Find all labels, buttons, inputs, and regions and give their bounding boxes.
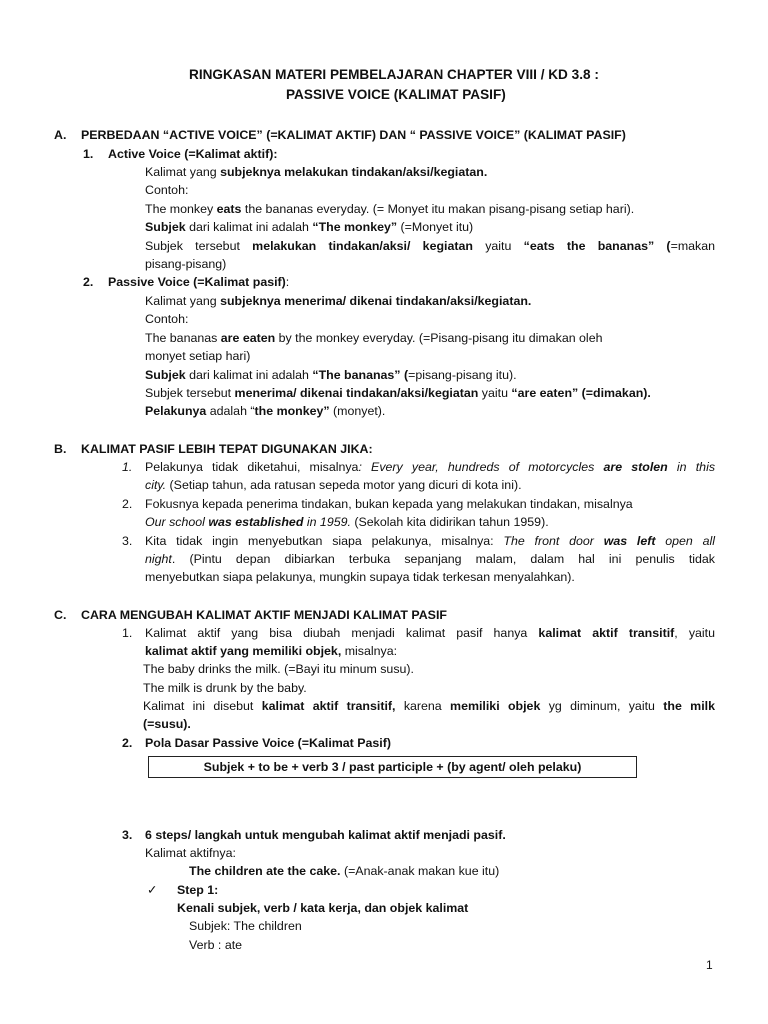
a2-line6: Subjek tersebut menerima/ dikenai tindakan/aksi/kegiatan yaitu “are eaten” (=dimakan). [145, 386, 651, 400]
b2-line1: Fokusnya kepada penerima tindakan, bukan kepada yang melakukan tindakan, misalnya [145, 497, 633, 511]
a2-line5: Subjek dari kalimat ini adalah “The bananas” (=pisang-pisang itu). [145, 368, 517, 382]
c3-line2: The children ate the cake. (=Anak-anak makan kue itu) [189, 864, 500, 878]
document-title-line1: RINGKASAN MATERI PEMBELAJARAN CHAPTER VIII / KD 3.8 : [189, 67, 599, 82]
c2-heading: Pola Dasar Passive Voice (=Kalimat Pasif) [145, 736, 391, 750]
section-a-item2-heading: Passive Voice (=Kalimat pasif): [108, 275, 290, 289]
section-a-item1-heading: Active Voice (=Kalimat aktif): [108, 147, 278, 161]
passive-voice-formula-box [148, 756, 637, 778]
a1-line4: Subjek dari kalimat ini adalah “The monkey” (=Monyet itu) [145, 220, 474, 234]
formula-text: Subjek + to be + verb 3 / past participle + (by agent/ oleh pelaku) [203, 760, 582, 774]
c1-line3: The baby drinks the milk. (=Bayi itu minum susu). [143, 662, 414, 676]
a2-line7: Pelakunya adalah “the monkey” (monyet). [145, 404, 386, 418]
a2-line2: Contoh: [145, 312, 189, 326]
b3-line2: night. (Pintu depan dibiarkan terbuka sepanjang malam, dalam hal ini penulis tidak [145, 552, 715, 566]
section-c-heading: CARA MENGUBAH KALIMAT AKTIF MENJADI KALIMAT PASIF [81, 608, 447, 622]
section-a-heading: PERBEDAAN “ACTIVE VOICE” (=KALIMAT AKTIF) DAN “ PASSIVE VOICE” (KALIMAT PASIF) [81, 128, 626, 142]
a1-line1: Kalimat yang subjeknya melakukan tindakan/aksi/kegiatan. [145, 165, 488, 179]
c3-step1: ✓ Step 1: [147, 883, 219, 897]
a1-line3: The monkey eats the bananas everyday. (= Monyet itu makan pisang-pisang setiap hari). [145, 202, 635, 216]
c3-heading: 6 steps/ langkah untuk mengubah kalimat aktif menjadi pasif. [145, 828, 506, 842]
b3-num: 3. [122, 534, 133, 548]
a2-line1: Kalimat yang subjeknya menerima/ dikenai tindakan/aksi/kegiatan. [145, 294, 532, 308]
c3-num: 3. [122, 828, 133, 842]
c1-line6: (=susu). [143, 717, 191, 731]
section-a-marker: A. [54, 128, 67, 142]
a2-line4: monyet setiap hari) [145, 349, 251, 363]
section-a-item1-num: 1. [83, 147, 94, 161]
section-c-marker: C. [54, 608, 67, 622]
c1-line5: Kalimat ini disebut kalimat aktif transitif, karena memiliki objek yg diminum, yaitu the milk [143, 699, 715, 713]
b2-line2: Our school was established in 1959. (Sekolah kita didirikan tahun 1959). [145, 515, 549, 529]
page-number: 1 [706, 958, 713, 972]
section-a-item2-num: 2. [83, 275, 94, 289]
document-title-line2: PASSIVE VOICE (KALIMAT PASIF) [286, 87, 506, 102]
c3-subject: Subjek: The children [189, 919, 302, 933]
c3-step1-desc: Kenali subjek, verb / kata kerja, dan objek kalimat [177, 901, 469, 915]
c2-num: 2. [122, 736, 133, 750]
c1-line2: kalimat aktif yang memiliki objek, misalnya: [145, 644, 398, 658]
c1-line1: Kalimat aktif yang bisa diubah menjadi kalimat pasif hanya kalimat aktif transitif, yaitu [145, 626, 715, 640]
section-b-marker: B. [54, 442, 67, 456]
c1-num: 1. [122, 626, 133, 640]
b1-line1: Pelakunya tidak diketahui, misalnya: Every year, hundreds of motorcycles are stolen in this [145, 460, 716, 474]
c3-verb: Verb : ate [189, 938, 243, 952]
c3-line1: Kalimat aktifnya: [145, 846, 236, 860]
check-icon: ✓ [147, 883, 158, 897]
b3-line3: menyebutkan siapa pelakunya, mungkin supaya tidak terkesan menyalahkan). [145, 570, 575, 584]
b2-num: 2. [122, 497, 133, 511]
b1-num: 1. [122, 460, 133, 474]
b3-line1: Kita tidak ingin menyebutkan siapa pelakunya, misalnya: The front door was left open all [145, 534, 715, 548]
b1-line2: city. (Setiap tahun, ada ratusan sepeda motor yang dicuri di kota ini). [145, 478, 522, 492]
section-b-heading: KALIMAT PASIF LEBIH TEPAT DIGUNAKAN JIKA: [81, 442, 373, 456]
a1-line5: Subjek tersebut melakukan tindakan/aksi/ kegiatan yaitu “eats the bananas” (=makan [145, 239, 716, 253]
a1-line2: Contoh: [145, 183, 189, 197]
a2-line3: The bananas are eaten by the monkey everyday. (=Pisang-pisang itu dimakan oleh [145, 331, 603, 345]
c1-line4: The milk is drunk by the baby. [143, 681, 307, 695]
a1-line6: pisang-pisang) [145, 257, 227, 271]
